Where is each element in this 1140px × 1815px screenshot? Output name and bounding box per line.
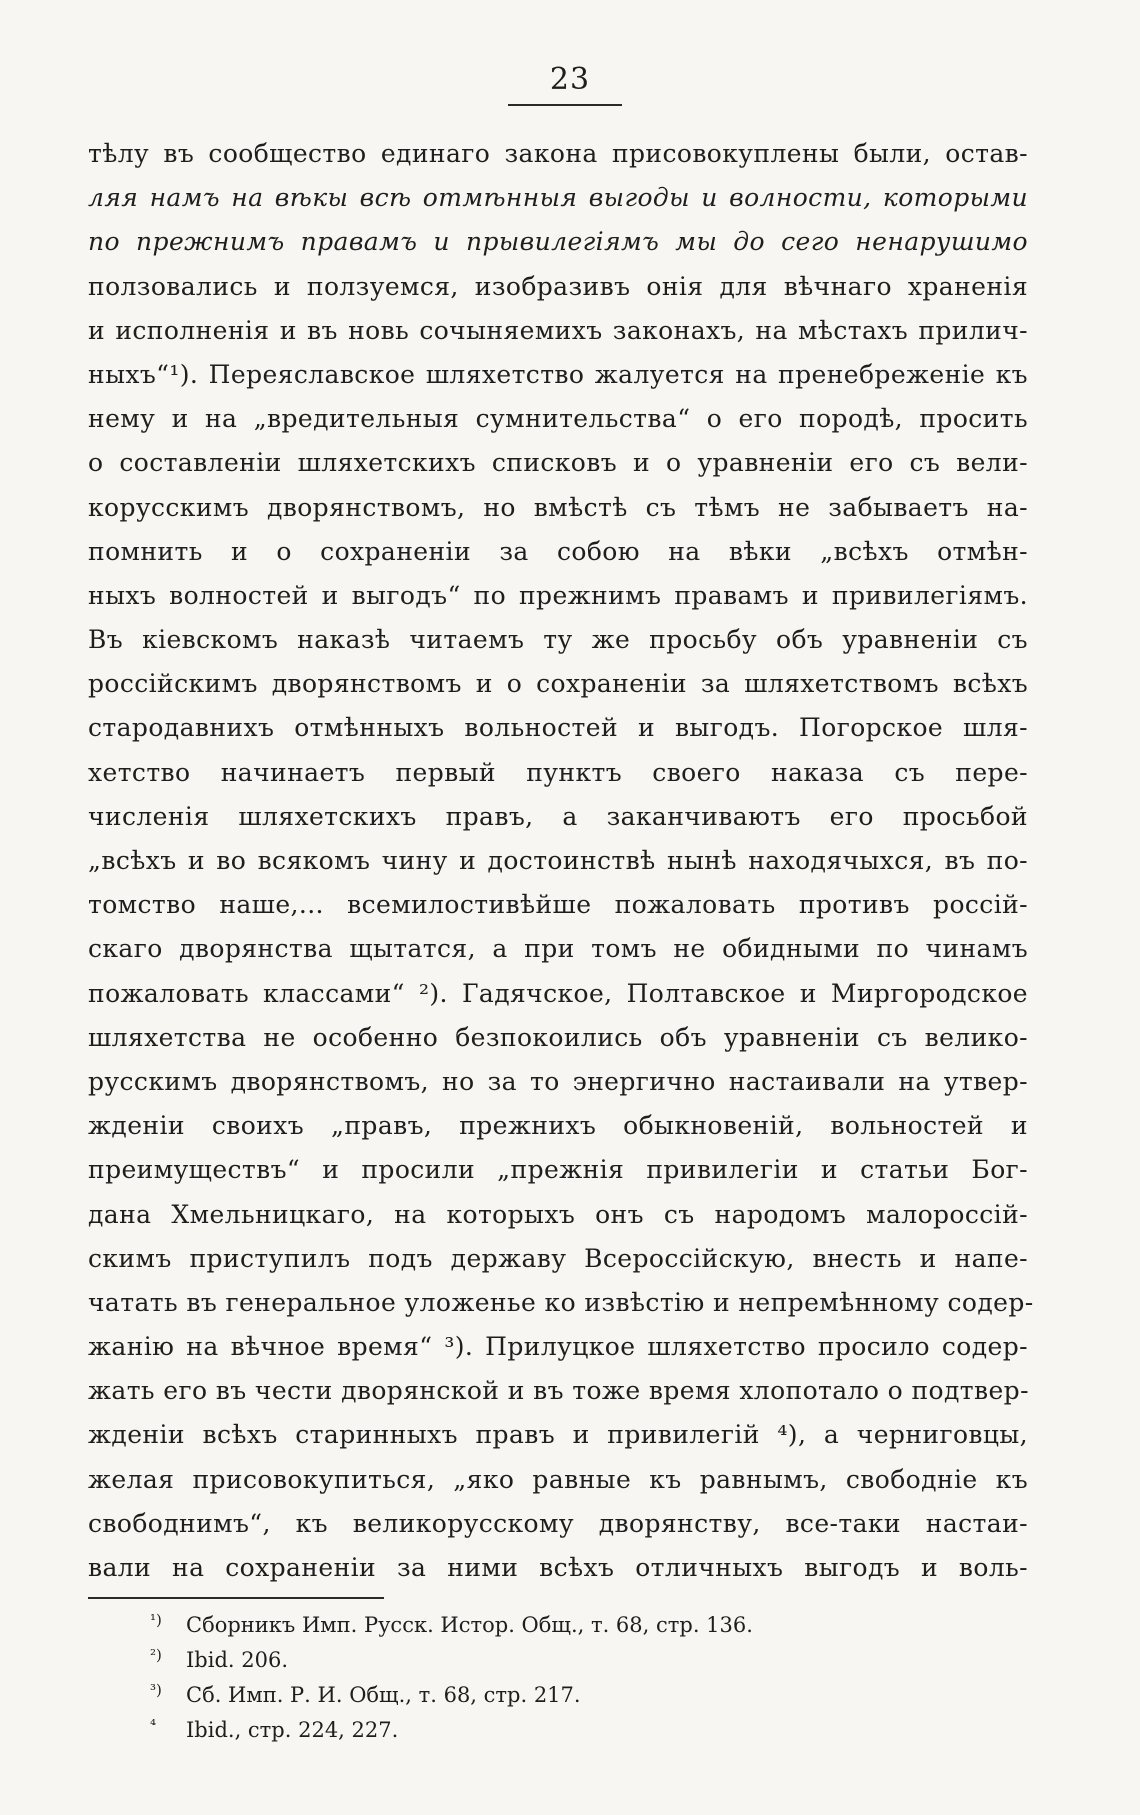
text-line: желая присовокупиться, „яко равные къ равнымъ, свободніе къ (88, 1464, 1028, 1494)
text-line: дана Хмельницкаго, на которыхъ онъ съ народомъ малороссій- (88, 1199, 1028, 1229)
text-line: корусскимъ дворянствомъ, но вмѣстѣ съ тѣмъ не забываетъ на- (88, 492, 1028, 522)
text-line: ляя намъ на вѣкы всѣ отмѣнныя выгоды и волности, которыми (88, 183, 1028, 213)
text-line: „всѣхъ и во всякомъ чину и достоинствѣ нынѣ находячыхся, въ по- (88, 846, 1028, 875)
footnote-text: Ibid., стр. 224, 227. (186, 1718, 399, 1742)
text-line: численія шляхетскихъ правъ, а заканчиваютъ его просьбой (88, 801, 1028, 831)
text-line: преимуществъ“ и просили „прежнія привилегіи и статьи Бог- (88, 1155, 1028, 1185)
text-line: жать его въ чести дворянской и въ тоже время хлопотало о подтвер- (88, 1376, 1029, 1406)
footnote (150, 1608, 850, 1643)
footnote (150, 1678, 850, 1713)
text-line: вали на сохраненіи за ними всѣхъ отличныхъ выгодъ и воль- (88, 1553, 1028, 1582)
text-line: по прежнимъ правамъ и прывилегіямъ мы до сего ненарушимо (88, 227, 1028, 257)
text-line: стародавнихъ отмѣнныхъ вольностей и выгодъ. Погорское шля- (88, 713, 1028, 743)
footnote-text: Сб. Имп. Р. И. Общ., т. 68, стр. 217. (186, 1683, 581, 1707)
text-line: и исполненія и въ новь сочыняемихъ законахъ, на мѣстахъ прилич- (88, 315, 1028, 345)
footnote-mark: ²) (150, 1646, 162, 1664)
footnote (150, 1643, 850, 1678)
page-number-rule (508, 104, 622, 106)
text-line: шляхетства не особенно безпокоились объ уравненіи съ велико- (88, 1022, 1028, 1052)
footnote-mark: ⁴ (150, 1716, 157, 1734)
footnote (150, 1713, 850, 1748)
body-text (88, 132, 1034, 1590)
text-line: нему и на „вредительныя сумнительства“ о его породѣ, просить (88, 404, 1028, 434)
text-line: пожаловать классами“ ²). Гадячское, Полтавское и Миргородское (88, 978, 1028, 1008)
text-line: тѣлу въ сообщество единаго закона присовокуплены были, остав- (88, 139, 1028, 168)
text-line: ползовались и ползуемся, изобразивъ онія для вѣчнаго храненія (88, 271, 1028, 301)
text-line: скимъ приступилъ подъ державу Всероссійскую, внесть и напе- (88, 1243, 1028, 1273)
text-line: жанію на вѣчное время“ ³). Прилуцкое шляхетство просило содер- (88, 1332, 1028, 1362)
text-line: жденіи всѣхъ старинныхъ правъ и привилегій ⁴), а черниговцы, (88, 1420, 1028, 1450)
text-line: жденіи своихъ „правъ, прежнихъ обыкновеній, вольностей и (88, 1111, 1028, 1141)
text-line: чатать въ генеральное уложенье ко извѣстію и непремѣнному содер- (88, 1287, 1034, 1317)
text-line: россійскимъ дворянствомъ и о сохраненіи за шляхетствомъ всѣхъ (88, 669, 1028, 699)
text-line: скаго дворянства щытатся, а при томъ не обидными по чинамъ (88, 934, 1028, 964)
text-line: помнить и о сохраненіи за собою на вѣки „всѣхъ отмѣн- (88, 536, 1028, 566)
footnote-mark: ¹) (150, 1611, 162, 1629)
footnote-text: Сборникъ Имп. Русск. Истор. Общ., т. 68, стр. 136. (186, 1613, 753, 1637)
text-line: Въ кіевскомъ наказѣ читаемъ ту же просьбу объ уравненіи съ (88, 625, 1028, 655)
text-line: ныхъ волностей и выгодъ“ по прежнимъ правамъ и привилегіямъ. (88, 580, 1028, 610)
text-line: свободнимъ“, къ великорусскому дворянству, все-таки настаи- (88, 1508, 1028, 1538)
footnotes (150, 1608, 850, 1748)
text-line: русскимъ дворянствомъ, но за то энергично настаивали на утвер- (88, 1066, 1028, 1096)
footnote-mark: ³) (150, 1681, 162, 1699)
text-line: ныхъ“¹). Переяславское шляхетство жалуется на пренебреженіе къ (88, 359, 1028, 389)
footnote-text: Ibid. 206. (186, 1648, 289, 1672)
text-line: хетство начинаетъ первый пунктъ своего наказа съ пере- (88, 757, 1028, 787)
text-line: томство наше,... всемилостивѣйше пожаловать противъ россій- (88, 890, 1028, 920)
footnote-divider (88, 1597, 384, 1599)
text-line: о составленіи шляхетскихъ списковъ и о уравненіи его съ вели- (88, 448, 1028, 478)
page-number: 23 (549, 62, 591, 97)
